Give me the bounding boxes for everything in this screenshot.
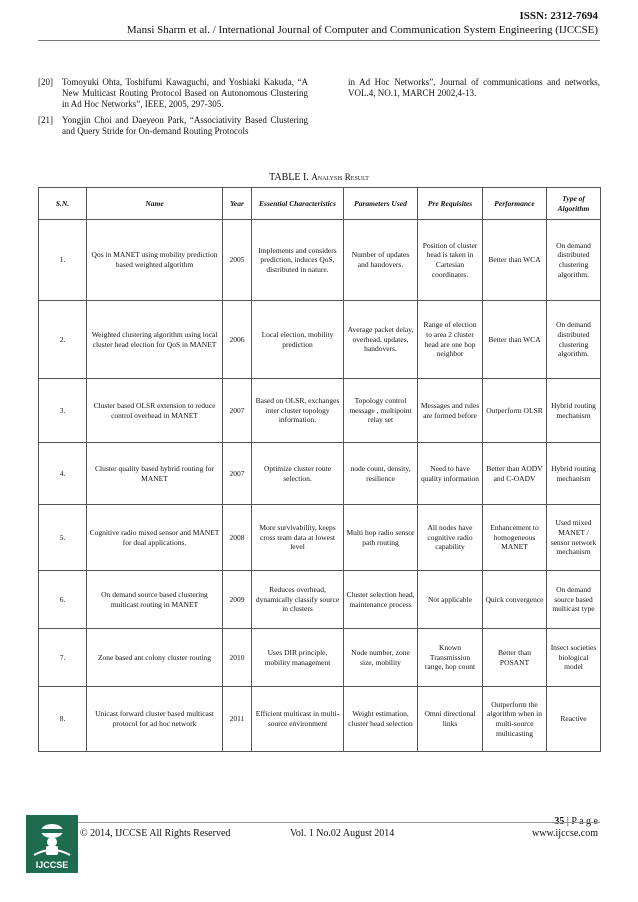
cell-parameters: node count, density, resilience <box>344 443 418 505</box>
cell-algorithm-type: On demand distributed clustering algorithm. <box>547 220 601 301</box>
header-essential-characteristics: Essential Characteristics <box>252 188 344 220</box>
cell-name: Cluster based OLSR extension to reduce control overhead in MANET <box>87 379 223 443</box>
cell-algorithm-type: On demand source based multicast type <box>547 571 601 629</box>
cell-year: 2005 <box>223 220 252 301</box>
cell-name: Weighted clustering algorithm using local cluster head election for QoS in MANET <box>87 301 223 379</box>
header-sn: S.N. <box>39 188 87 220</box>
logo-text: IJCCSE <box>35 860 69 870</box>
cell-characteristics: Optimize cluster route selection. <box>252 443 344 505</box>
table-row <box>39 220 601 301</box>
cell-performance: Outperform the algorithm when in multi-source multicasting <box>483 687 547 752</box>
cell-performance: Better than WCA <box>483 301 547 379</box>
header-name: Name <box>87 188 223 220</box>
cell-characteristics: Local election, mobility prediction <box>252 301 344 379</box>
cell-name: Unicast forward cluster based multicast protocol for ad hoc network <box>87 687 223 752</box>
cell-sn: 5. <box>39 505 87 571</box>
cell-performance: Better than WCA <box>483 220 547 301</box>
cell-name: Cognitive radio mixed sensor and MANET for dual applications. <box>87 505 223 571</box>
cell-performance: Outperform OLSR <box>483 379 547 443</box>
cell-performance: Better than AODV and C-OADV <box>483 443 547 505</box>
cell-prerequisites: All nodes have cognitive radio capability <box>418 505 483 571</box>
table-row <box>39 379 601 443</box>
cell-prerequisites: Omni directional links <box>418 687 483 752</box>
table-caption <box>0 172 638 183</box>
header-divider <box>38 40 600 41</box>
journal-header: Mansi Sharm et al. / International Journal of Computer and Communication System Engineering (IJCCSE) <box>126 24 598 36</box>
references-left-column <box>38 77 308 141</box>
table-row <box>39 571 601 629</box>
header-year: Year <box>223 188 252 220</box>
reference-number: [20] <box>38 77 53 87</box>
cell-prerequisites: Need to have quality information <box>418 443 483 505</box>
reference-text: Yongjin Choi and Daeyeon Park, “Associativity Based Clustering and Query Stride for On-demand Routing Protocols <box>62 114 308 136</box>
copyright-notice: © 2014, IJCCSE All Rights Reserved <box>80 828 231 839</box>
footer-divider <box>38 822 600 823</box>
cell-algorithm-type: On demand distributed clustering algorithm. <box>547 301 601 379</box>
reference-21-continued: in Ad Hoc Networks”, Journal of communications and networks, VOL.4, NO.1, MARCH 2002,4-13. <box>348 77 600 99</box>
cell-algorithm-type: Reactive <box>547 687 601 752</box>
cell-sn: 2. <box>39 301 87 379</box>
cell-year: 2009 <box>223 571 252 629</box>
cell-characteristics: Based on OLSR, exchanges inter cluster topology information. <box>252 379 344 443</box>
header-type-of-algorithm: Type of Algorithm <box>547 188 601 220</box>
issn-label: ISSN: 2312-7694 <box>519 10 598 22</box>
cell-name: Zone based ant colony cluster routing <box>87 629 223 687</box>
cell-prerequisites: Range of election to area 2 cluster head are one hop neighbor <box>418 301 483 379</box>
header-parameters-used: Parameters Used <box>344 188 418 220</box>
cell-year: 2007 <box>223 379 252 443</box>
page-number-value: 35 <box>554 816 565 827</box>
cell-characteristics: Implements and considers prediction, induces QoS, distributed in nature. <box>252 220 344 301</box>
cell-parameters: Average packet delay, overhead, updates, handovers. <box>344 301 418 379</box>
cell-sn: 7. <box>39 629 87 687</box>
cell-name: On demand source based clustering multicast routing in MANET <box>87 571 223 629</box>
cell-characteristics: Uses DIR principle, mobility management <box>252 629 344 687</box>
table-row <box>39 443 601 505</box>
cell-parameters: Multi hop radio sensor path routing <box>344 505 418 571</box>
cell-characteristics: Efficient multicast in multi-source environment <box>252 687 344 752</box>
ijccse-logo-icon <box>26 815 78 873</box>
cell-name: Qos in MANET using mobility prediction based weighted algorithm <box>87 220 223 301</box>
cell-parameters: Weight estimation, cluster head selection <box>344 687 418 752</box>
reference-text: Tomoyuki Ohta, Toshifumi Kawaguchi, and Yoshiaki Kakuda, “A New Multicast Routing Protocol Based on Autonomous Clustering in Ad Hoc Networks”, IEEE, 2005, 297-305. <box>62 77 308 110</box>
volume-info: Vol. 1 No.02 August 2014 <box>290 828 395 839</box>
cell-performance: Enhancement to homogeneous MANET <box>483 505 547 571</box>
table-row <box>39 505 601 571</box>
cell-sn: 3. <box>39 379 87 443</box>
cell-year: 2008 <box>223 505 252 571</box>
cell-performance: Better than POSANT <box>483 629 547 687</box>
cell-prerequisites: Known Transmission range, hop count <box>418 629 483 687</box>
page-label: | P a g e <box>566 816 598 827</box>
cell-sn: 1. <box>39 220 87 301</box>
cell-sn: 6. <box>39 571 87 629</box>
cell-parameters: Cluster selection head, maintenance process <box>344 571 418 629</box>
header-pre-requisites: Pre Requisites <box>418 188 483 220</box>
cell-sn: 4. <box>39 443 87 505</box>
website-link[interactable]: www.ijccse.com <box>532 828 598 839</box>
cell-algorithm-type: Hybrid routing mechanism <box>547 379 601 443</box>
cell-sn: 8. <box>39 687 87 752</box>
cell-year: 2011 <box>223 687 252 752</box>
table-header-row <box>39 188 601 220</box>
header-performance: Performance <box>483 188 547 220</box>
cell-characteristics: More survivability, keeps cross team data at lowest level <box>252 505 344 571</box>
table-subtitle: Analysis Result <box>311 172 369 182</box>
table-row <box>39 301 601 379</box>
cell-prerequisites: Messages and rules are formed before <box>418 379 483 443</box>
analysis-result-table <box>38 187 601 752</box>
reference-21 <box>38 115 308 137</box>
reference-number: [21] <box>38 114 53 125</box>
cell-characteristics: Reduces overhead, dynamically classify source in clusters <box>252 571 344 629</box>
cell-year: 2007 <box>223 443 252 505</box>
cell-algorithm-type: Insect societies biological model <box>547 629 601 687</box>
table-row <box>39 687 601 752</box>
cell-prerequisites: Position of cluster head is taken in Cartesian coordinates. <box>418 220 483 301</box>
cell-algorithm-type: Hybrid routing mechanism <box>547 443 601 505</box>
cell-parameters: Node number, zone size, mobility <box>344 629 418 687</box>
cell-year: 2006 <box>223 301 252 379</box>
cell-parameters: Number of updates and handovers. <box>344 220 418 301</box>
reference-20 <box>38 77 308 111</box>
cell-parameters: Topology control message , multipoint relay set <box>344 379 418 443</box>
cell-algorithm-type: Used mixed MANET / sensor network mechanism <box>547 505 601 571</box>
table-number: TABLE I. <box>269 172 309 183</box>
cell-prerequisites: Not applicable <box>418 571 483 629</box>
cell-name: Cluster quality based hybrid routing for MANET <box>87 443 223 505</box>
cell-performance: Quick convergence <box>483 571 547 629</box>
table-row <box>39 629 601 687</box>
cell-year: 2010 <box>223 629 252 687</box>
